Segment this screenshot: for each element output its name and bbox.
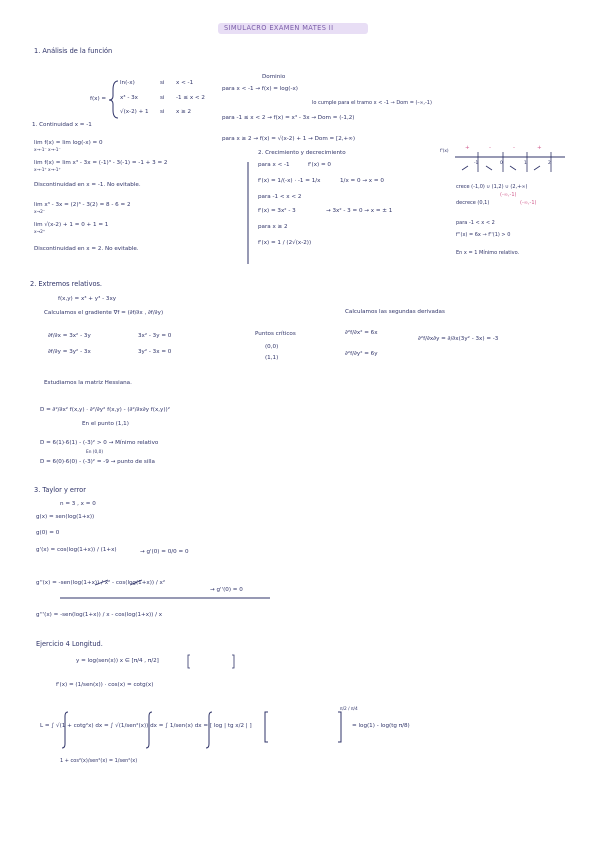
taylor-params: n = 3 , x = 0: [60, 501, 96, 507]
dominio-line-3: para x ≥ 2 → f(x) = √(x-2) + 1 → Dom = [2,+∞): [222, 136, 356, 142]
cont-limit-3: lim x³ - 3x = (2)³ - 3(2) = 8 - 6 = 2: [34, 202, 131, 208]
hessian-eval-2: D = 6(0)·6(0) - (-3)² = -9 → punto de silla: [40, 459, 155, 465]
sign-2: -: [489, 145, 492, 151]
piece-3-cond: x ≥ 2: [176, 109, 192, 115]
second-deriv-xx: ∂²f/∂x² = 6x: [345, 330, 378, 336]
second-deriv-xy: ∂²f/∂x∂y = ∂/∂x(3y² - 3x) = -3: [418, 336, 499, 342]
taylor-second-deriv: g''(x) = -sen(log(1+x)) / x² - cos(log(1+x)) / x²: [36, 580, 166, 586]
piece-1-si: si: [160, 80, 165, 86]
extremo-second-deriv: f''(x) = 6x → f''(1) > 0: [456, 232, 511, 238]
crece-pink: (-∞,-1): [500, 192, 517, 198]
piece-3-si: si: [160, 109, 165, 115]
sign-3: -: [513, 145, 516, 151]
length-integral: L = ∫ √(1 + cotg²x) dx = ∫ √(1/sen²(x)) dx = ∫ 1/sen(x) dx = [ log | tg x/2 | ]: [40, 723, 252, 729]
hessian-eval-2-note: En (0,0): [86, 450, 103, 455]
length-derivative: f'(x) = (1/sen(x)) · cos(x) = cotg(x): [56, 682, 154, 688]
growth-case-1: para x < -1: [258, 162, 290, 168]
extremo-conclusion: En x = 1 Mínimo relativo.: [456, 250, 520, 256]
sign-chart-label: f'(x): [440, 149, 449, 154]
sign-1: +: [465, 145, 470, 151]
critical-point-2: (1,1): [265, 355, 279, 361]
hessian-heading: Estudiamos la matriz Hessiana.: [44, 380, 132, 386]
piece-2-si: si: [160, 95, 165, 101]
section-3-heading: 3. Taylor y error: [34, 486, 86, 494]
discontinuity-2: Discontinuidad en x = 2. No evitable.: [34, 246, 139, 252]
hessian-point-note: En el punto (1,1): [82, 421, 129, 427]
taylor-second-deriv-result: → g''(0) = 0: [210, 587, 243, 593]
growth-deriv-1: f'(x) = 1/(-x) · -1 = 1/x: [258, 178, 321, 184]
length-result: = log(1) - log(tg π/8): [352, 723, 410, 729]
growth-case-2: para -1 < x < 2: [258, 194, 302, 200]
piece-2-expr: x³ - 3x: [120, 95, 138, 101]
hessian-eval-1: D = 6(1)·6(1) - (-3)² > 0 → Mínimo relativo: [40, 440, 159, 446]
piece-3-expr: √(x-2) + 1: [120, 109, 149, 115]
cont-limit-2: lim f(x) = lim x³ - 3x = (-1)³ - 3(-1) = -1 + 3 = 2: [34, 160, 168, 166]
partial-y: ∂f/∂y = 3y² - 3x: [48, 349, 91, 355]
cont-limit-1-sub: x→-1⁻ x→-1⁻: [34, 148, 61, 153]
piece-2-cond: -1 ≤ x < 2: [176, 95, 205, 101]
sign-4: +: [537, 145, 542, 151]
taylor-third-deriv: g'''(x) = -sen(log(1+x)) / x - cos(log(1+x)) / x: [36, 612, 163, 618]
hessian-formula: D = ∂²/∂x² f(x,y) · ∂²/∂y² f(x,y) - (∂²/∂x∂y f(x,y))²: [40, 407, 170, 413]
dominio-line-1: para x < -1 → f(x) = log(-x): [222, 86, 298, 92]
trig-identity: 1 + cos²(x)/sen²(x) = 1/sen²(x): [60, 758, 138, 764]
critical-points-heading: Puntos críticos: [255, 331, 296, 337]
dominio-heading: Dominio: [262, 74, 286, 80]
decrece-text: decrece (0,1): [456, 200, 490, 206]
piece-1-expr: ln(-x): [120, 80, 135, 86]
length-function: y = log(sen(x)) x ∈ [π/4 , π/2]: [76, 658, 159, 664]
cont-limit-1: lim f(x) = lim log(-x) = 0: [34, 140, 103, 146]
integral-limits: π/2 / π/4: [340, 707, 358, 712]
cont-limit-4-sub: x→2⁺: [34, 230, 46, 235]
cont-limit-4: lim √(x-2) + 1 = 0 + 1 = 1: [34, 222, 109, 228]
decrece-pink: (-∞,-1): [520, 200, 537, 206]
piecewise-lhs: f(x) =: [90, 96, 107, 102]
discontinuity-1: Discontinuidad en x = -1. No evitable.: [34, 182, 141, 188]
cont-limit-2-sub: x→-1⁺ x→-1⁺: [34, 168, 61, 173]
section-4-heading: Ejercicio 4 Longitud.: [36, 640, 103, 648]
second-deriv-yy: ∂²f/∂y² = 6y: [345, 351, 378, 357]
taylor-first-deriv-result: → g'(0) = 0/0 = 0: [140, 549, 189, 555]
tick-1: -1: [474, 161, 479, 166]
growth-case-1b: f'(x) = 0: [308, 162, 331, 168]
taylor-first-deriv: g'(x) = cos(log(1+x)) / (1+x): [36, 547, 117, 553]
growth-deriv-3: f'(x) = 1 / (2√(x-2)): [258, 240, 312, 246]
growth-heading: 2. Crecimiento y decrecimiento: [258, 150, 346, 156]
second-derivs-heading: Calculamos las segundas derivadas: [345, 309, 445, 315]
partial-x: ∂f/∂x = 3x² - 3y: [48, 333, 91, 339]
s2-function: f(x,y) = x³ + y³ - 3xy: [58, 296, 117, 302]
growth-deriv-1b: 1/x = 0 → x = 0: [340, 178, 384, 184]
cont-limit-3-sub: x→2⁻: [34, 210, 46, 215]
taylor-g0: g(0) = 0: [36, 530, 60, 536]
crece-text: crece (-1,0) ∪ (1,2) ∪ (2,+∞): [456, 184, 528, 190]
section-2-heading: 2. Extremos relativos.: [30, 280, 103, 288]
tick-2: 0: [500, 161, 503, 166]
critical-point-1: (0,0): [265, 344, 279, 350]
extremo-case: para -1 < x < 2: [456, 220, 495, 226]
growth-deriv-2b: → 3x² - 3 = 0 → x = ± 1: [326, 208, 393, 214]
system-eq-1: 3x² - 3y = 0: [138, 333, 172, 339]
piece-1-cond: x < -1: [176, 80, 194, 86]
gradient-intro: Calculamos el gradiente ∇f = (∂f/∂x , ∂f/∂y): [44, 310, 164, 316]
taylor-function: g(x) = sen(log(1+x)): [36, 514, 95, 520]
continuity-heading: 1. Continuidad x = -1: [32, 122, 92, 128]
dominio-line-2: para -1 ≤ x < 2 → f(x) = x³ - 3x → Dom = (-1,2): [222, 115, 355, 121]
system-eq-2: 3y² - 3x = 0: [138, 349, 172, 355]
growth-case-3: para x ≥ 2: [258, 224, 288, 230]
tick-3: 1: [524, 161, 527, 166]
section-1-heading: 1. Análisis de la función: [34, 47, 113, 55]
page-title: SIMULACRO EXAMEN MATES II: [224, 24, 334, 32]
tick-4: 2: [548, 161, 551, 166]
dominio-line-1b: lo cumple para el tramo x < -1 → Dom = (-∞,-1): [312, 100, 432, 106]
growth-deriv-2: f'(x) = 3x² - 3: [258, 208, 296, 214]
